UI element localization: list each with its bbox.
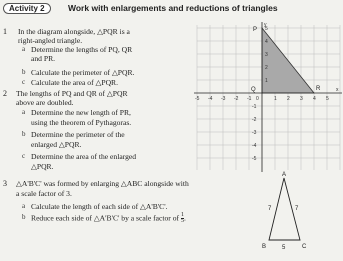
y-tick: 4 <box>265 39 268 45</box>
question-2-number: 2 <box>3 89 7 98</box>
q1-part-a-line-2: and PR. <box>31 54 56 63</box>
question-2-line-2: above are doubled. <box>16 98 74 107</box>
q1-part-a-line-1: Determine the lengths of PQ, QR <box>31 45 133 54</box>
q1-part-b-line-1: Calculate the perimeter of △PQR. <box>31 68 135 77</box>
x-tick: 0 <box>256 96 259 102</box>
point-p-label: P <box>253 27 258 33</box>
coordinate-grid <box>192 22 342 172</box>
side-ab-length: 7 <box>268 206 272 212</box>
y-axis-label: y <box>264 22 267 28</box>
q1-part-c-marker: c <box>22 78 26 86</box>
worksheet-title: Work with enlargements and reductions of triangles <box>68 3 278 13</box>
point-q-label: Q <box>251 87 256 93</box>
q2-part-b-marker: b <box>22 130 26 138</box>
q1-part-c-line-1: Calculate the area of △PQR. <box>31 78 119 87</box>
q2-part-b-line-2: enlarged △PQR. <box>31 140 82 149</box>
y-tick: 3 <box>265 52 268 58</box>
y-tick: -2 <box>252 117 257 123</box>
vertex-b-label: B <box>262 244 267 250</box>
x-tick: 5 <box>326 96 329 102</box>
q2-part-a-line-2: using the theorem of Pythagoras. <box>31 118 132 127</box>
question-2-line-1: The lengths of PQ and QR of △PQR <box>16 89 128 98</box>
x-tick: -5 <box>195 96 200 102</box>
y-tick: -5 <box>252 156 257 162</box>
q3-part-b-marker: b <box>22 213 26 221</box>
question-3-number: 3 <box>3 179 7 188</box>
scale-factor-fraction <box>181 213 184 224</box>
x-tick: 2 <box>287 96 290 102</box>
q1-part-a-marker: a <box>22 45 26 53</box>
question-1-number: 1 <box>3 27 7 36</box>
q2-part-c-line-2: △PQR. <box>31 162 54 171</box>
side-bc-length: 5 <box>282 245 286 251</box>
question-3-line-2: a scale factor of 3. <box>16 189 72 198</box>
worksheet-header <box>0 0 343 16</box>
x-tick: -3 <box>221 96 226 102</box>
fraction-numerator: 1 <box>180 212 184 218</box>
q2-part-c-line-1: Determine the area of the enlarged <box>31 152 137 161</box>
q3-part-a-line-1: Calculate the length of each side of △A'B'C'. <box>31 202 168 211</box>
point-r-label: R <box>316 86 321 92</box>
question-3-line-1: △A'B'C' was formed by enlarging △ABC alongside with <box>16 179 189 188</box>
vertex-c-label: C <box>302 244 307 250</box>
y-tick: 2 <box>265 65 268 71</box>
vertex-a-label: A <box>282 172 287 178</box>
side-ac-length: 7 <box>295 206 299 212</box>
activity-badge: Activity 2 <box>3 3 51 14</box>
triangle-abc-figure <box>262 170 332 260</box>
x-tick: -1 <box>247 96 252 102</box>
question-1-line-2: right-angled triangle. <box>18 36 83 45</box>
x-axis-label: x <box>336 87 339 93</box>
x-tick: 4 <box>313 96 316 102</box>
q2-part-a-line-1: Determine the new length of PR, <box>31 108 131 117</box>
q3-part-b-text: Reduce each side of △A'B'C' by a scale factor of <box>31 213 180 223</box>
question-1-line-1: In the diagram alongside, △PQR is a <box>18 27 130 36</box>
q3-part-b-line-1: Reduce each side of △A'B'C' by a scale factor of $\frac{1}{5}$ . <box>31 212 186 224</box>
y-tick: -3 <box>252 130 257 136</box>
q2-part-b-line-1: Determine the perimeter of the <box>31 130 125 139</box>
fraction-denominator: 5 <box>180 218 184 224</box>
q2-part-a-marker: a <box>22 108 26 116</box>
q1-part-b-marker: b <box>22 68 26 76</box>
x-tick: 3 <box>300 96 303 102</box>
q2-part-c-marker: c <box>22 152 26 160</box>
x-tick: 1 <box>274 96 277 102</box>
y-tick: 5 <box>265 26 268 32</box>
y-tick: -4 <box>252 143 257 149</box>
y-tick: 1 <box>265 78 268 84</box>
x-tick: -2 <box>234 96 239 102</box>
y-tick: -1 <box>252 104 257 110</box>
x-tick: -4 <box>208 96 213 102</box>
q3-part-a-marker: a <box>22 202 26 210</box>
